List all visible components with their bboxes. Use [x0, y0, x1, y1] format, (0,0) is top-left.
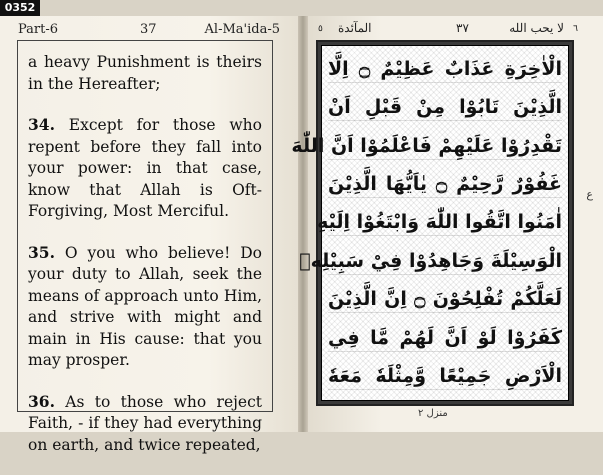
verse-number: 35. — [28, 242, 55, 262]
arabic-line: اٰمَنُوا اتَّقُوا اللّٰهَ وَابْتَغُوْا اِلَيْهِ — [328, 209, 562, 236]
verse-paragraph — [28, 242, 262, 372]
verse-paragraph — [28, 114, 262, 223]
arabic-frame — [291, 40, 574, 406]
arabic-text-area — [291, 45, 569, 401]
arabic-line: تَقْدِرُوْا عَلَيْهِمْ فَاعْلَمُوْا اَنَّ اللّٰهَ — [328, 133, 562, 160]
part-label: Part-6 — [18, 22, 59, 37]
verse-paragraph — [28, 391, 262, 457]
chapter-title: Al-Ma'ida-5 — [204, 22, 280, 37]
image-tag: 0352 — [0, 0, 40, 16]
verse-text: O you who believe! Do your duty to Allah, seek the means of approach unto Him, and strive with might and main in His cause: that you may prosper. — [28, 243, 262, 369]
arabic-line: الَّذِيْنَ تَابُوْا مِنْ قَبْلِ اَنْ — [328, 94, 562, 121]
arabic-line: لَعَلَّكُمْ تُفْلِحُوْنَ ۝ اِنَّ الَّذِيْنَ — [328, 286, 562, 313]
left-page-header — [18, 20, 280, 40]
right-page-header — [318, 20, 578, 40]
book-gutter — [298, 16, 308, 432]
right-page — [291, 16, 603, 432]
surah-number: ٥ — [318, 24, 323, 34]
verse-paragraph — [28, 51, 262, 95]
para-name: لا يحب الله — [509, 21, 564, 35]
verse-text: a heavy Punishment is theirs in the Hereafter; — [28, 53, 262, 93]
page-number: 37 — [140, 22, 157, 37]
arabic-line: الْوَسِيْلَةَ وَجَاهِدُوْا فِيْ سَبِيْلِهٖ — [328, 248, 562, 275]
verse-text: As to those who reject Faith, - if they had everything on earth, and twice repeated, — [28, 392, 262, 454]
left-page — [0, 16, 298, 454]
verse-number: 36. — [28, 391, 55, 411]
para-number: ٦ — [573, 24, 578, 34]
translation-frame — [17, 40, 273, 454]
verse-text: Except for those who repent before they fall into your power: in that case, know that Allah is Oft-Forgiving, Most Merciful. — [28, 116, 262, 220]
arabic-line: الْاٰخِرَةِ عَذَابٌ عَظِيْمٌ ۝ اِلَّا — [328, 56, 562, 83]
translation-text — [28, 51, 262, 475]
verse-number: 34. — [28, 115, 55, 134]
arabic-page-number: ٣٧ — [456, 21, 469, 35]
surah-name: المآئدة — [338, 21, 372, 35]
arabic-line: الْاَرْضِ جَمِيْعًا وَّمِثْلَهٗ مَعَهٗ — [328, 363, 562, 390]
arabic-line: غَفُوْرٌ رَّحِيْمٌ ۝ يٰاَيُّهَا الَّذِيْنَ — [328, 171, 562, 198]
ruku-mark: ع — [586, 188, 593, 201]
arabic-line: كَفَرُوْا لَوْ اَنَّ لَهُمْ مَّا فِي — [328, 325, 562, 352]
manzil-footer: منزل ٢ — [418, 408, 448, 419]
